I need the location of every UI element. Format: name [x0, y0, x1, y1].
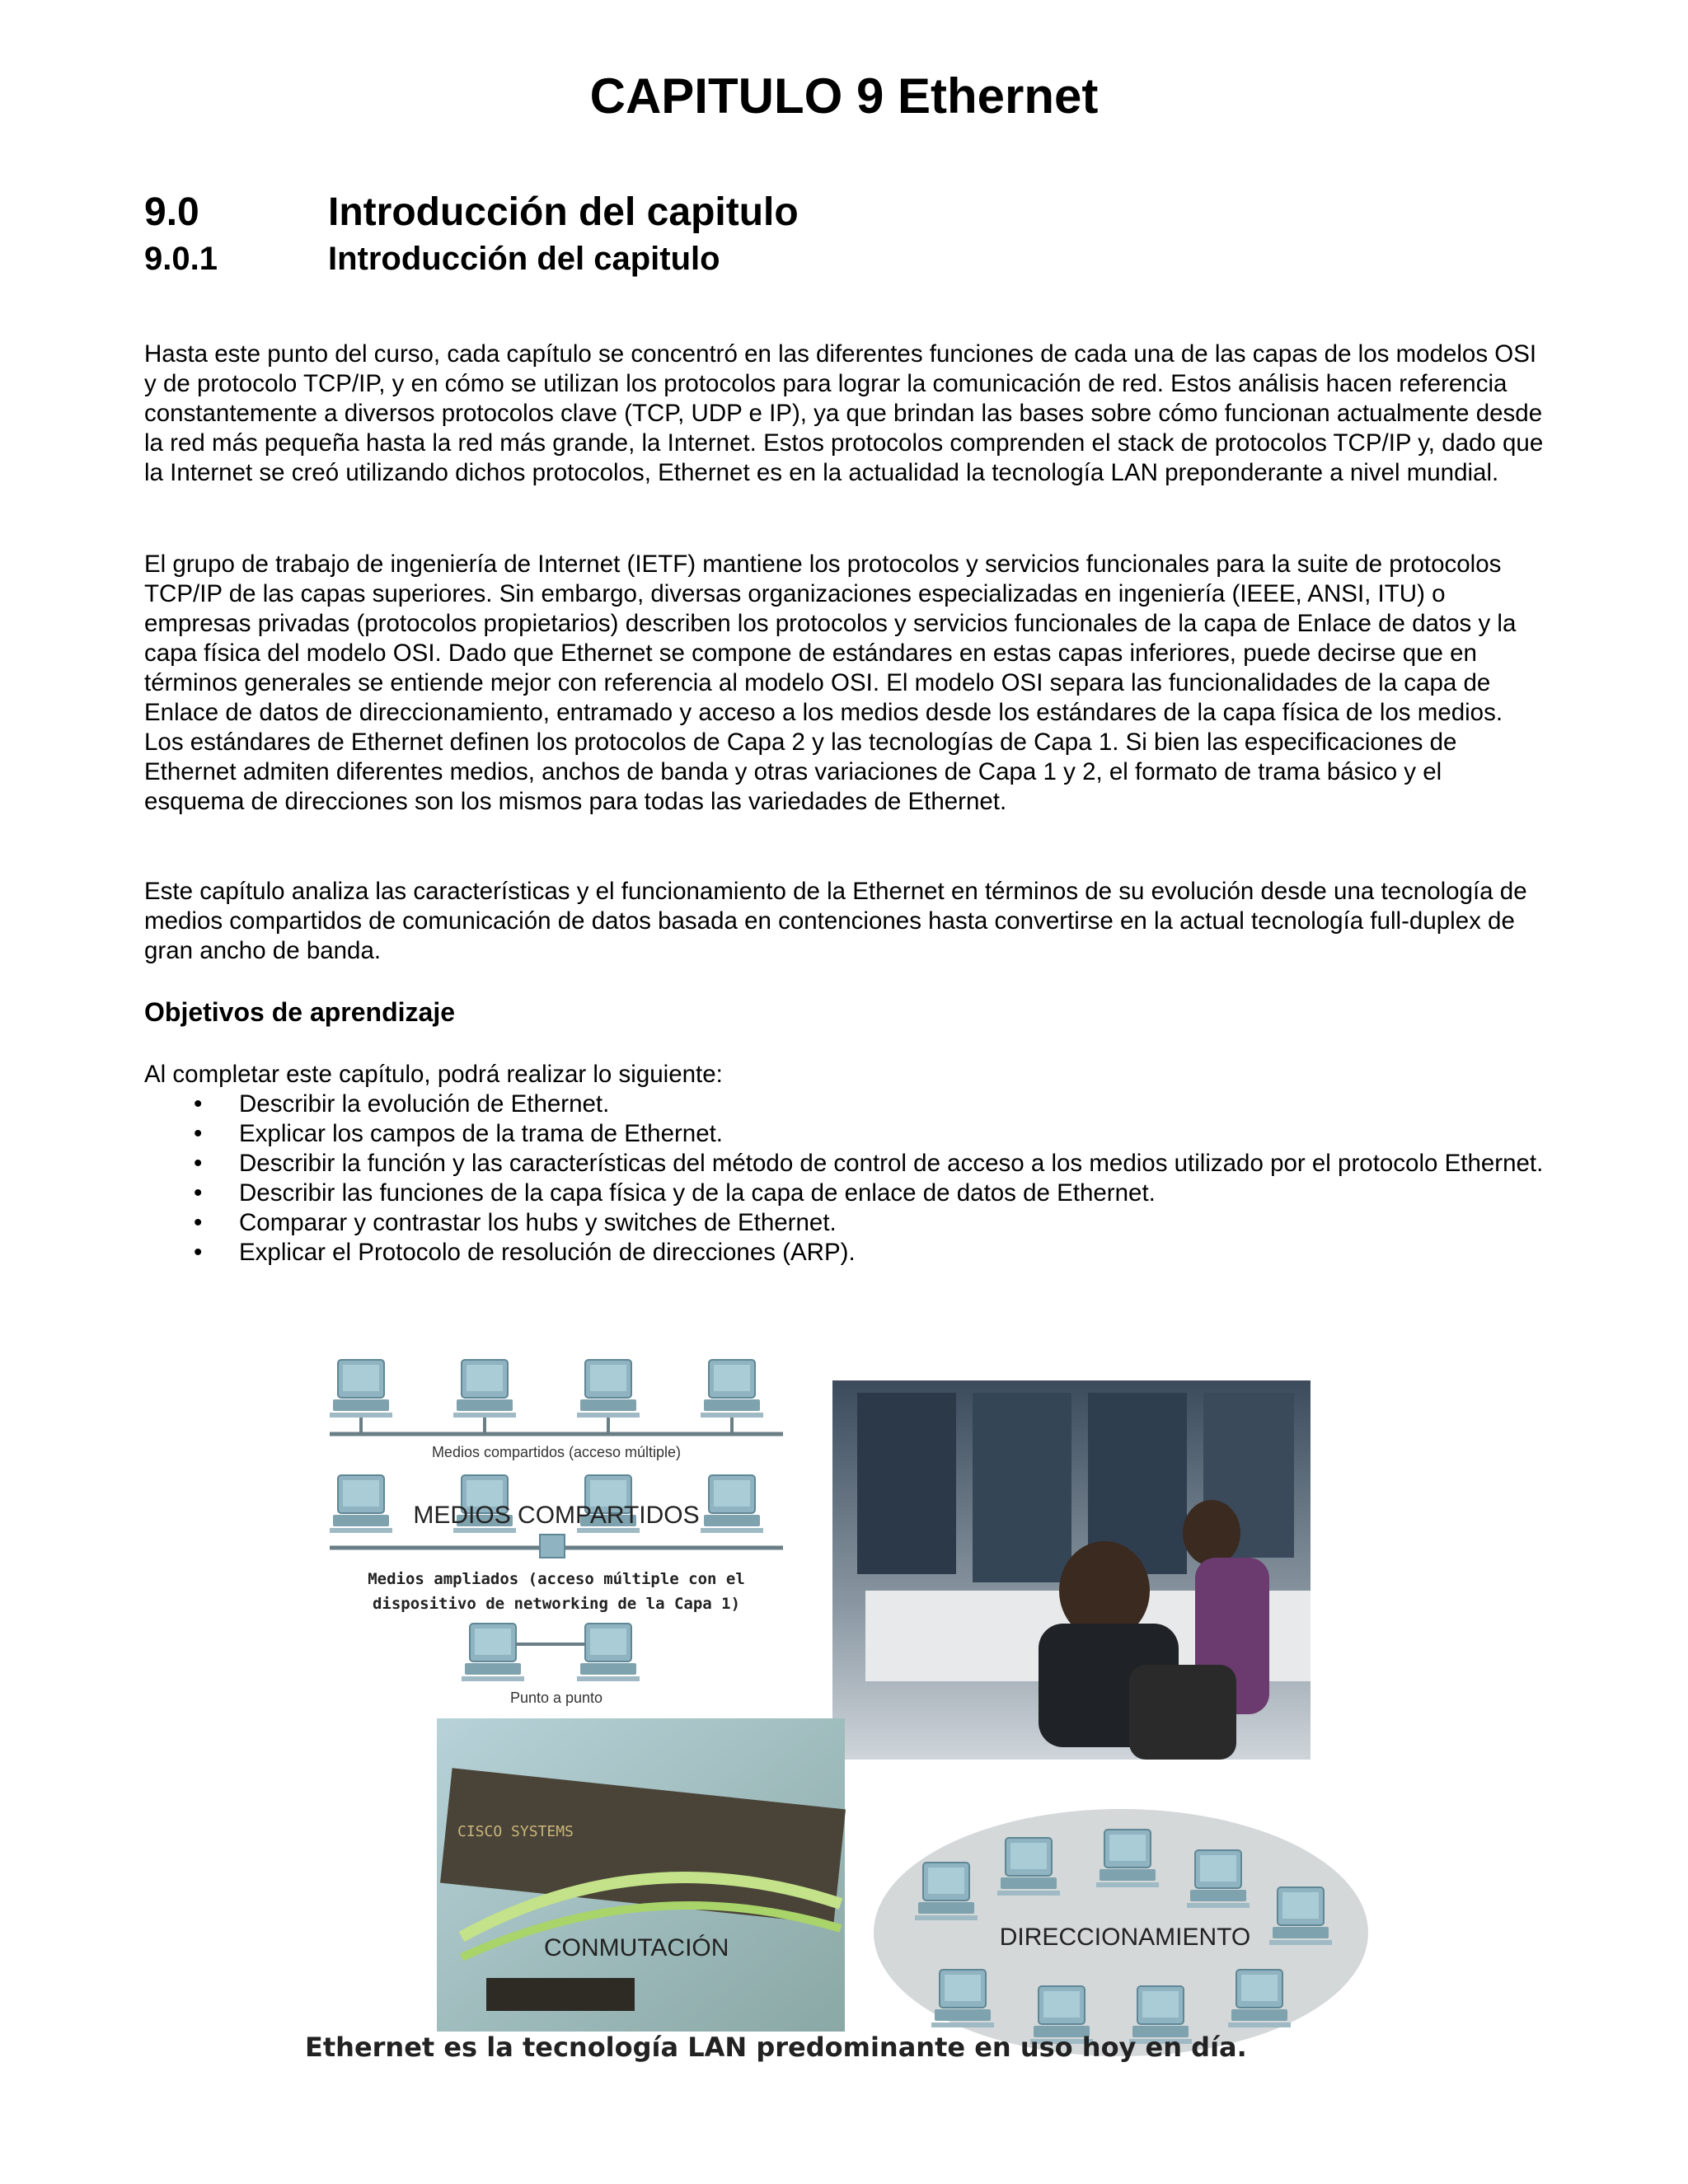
list-item: • Describir las funciones de la capa física y de la capa de enlace de datos de Ethernet.	[194, 1179, 1156, 1207]
bullet-icon: •	[194, 1179, 203, 1207]
paragraph: Hasta este punto del curso, cada capítulo se concentró en las diferentes funciones de cada una de las capas de los modelos OSI y de protocolo TCP/IP, y en cómo se utilizan los protocolos para lograr la comunicación de red. Estos análisis hacen referencia constantemente a diversos protocolos clave (TCP, UDP e IP), ya que brindan las bases sobre cómo funcionan actualmente desde la red más pequeña hasta la red más grande, la Internet. Estos protocolos comprenden el stack de protocolos TCP/IP y, dado que la Internet se creó utilizando dichos protocolos, Ethernet es en la actualidad la tecnología LAN preponderante a nivel mundial.	[144, 340, 1544, 486]
objectives-heading: Objetivos de aprendizaje	[144, 997, 455, 1027]
bullet-icon: •	[194, 1150, 203, 1177]
shared-media-title: MEDIOS COMPARTIDOS	[413, 1502, 700, 1529]
subsection-number: 9.0.1	[144, 241, 218, 277]
list-item: • Explicar los campos de la trama de Ethernet.	[194, 1120, 724, 1147]
list-item: • Describir la evolución de Ethernet.	[194, 1090, 610, 1118]
paragraph: Este capítulo analiza las características y el funcionamiento de la Ethernet en términos de su evolución desde una tecnología de medios compartidos de comunicación de datos basada en contenciones hasta convertirse en la actual tecnología full-duplex de gran ancho de banda.	[144, 878, 1527, 964]
point-to-point-label: Punto a punto	[509, 1690, 603, 1706]
figure-caption: Ethernet es la tecnología LAN predominante en uso hoy en día.	[305, 2032, 1247, 2063]
section-title: Introducción del capitulo	[328, 190, 799, 234]
paragraph: El grupo de trabajo de ingeniería de Internet (IETF) mantiene los protocolos y servicios funcionales para la suite de protocolos TCP/IP de las capas superiores. Sin embargo, diversas organizaciones especializadas en ingeniería (IEEE, ANSI, ITU) o empresas privadas (protocolos propietarios) describen los protocolos y servicios funcionales de la capa de Enlace de datos y la capa física del modelo OSI. Dado que Ethernet se compone de estándares en estas capas inferiores, puede decirse que en términos generales se entiende mejor con referencia al modelo OSI. El modelo OSI separa las funcionalidades de la capa de Enlace de datos de direccionamiento, entramado y acceso a los medios desde los estándares de la capa física de los medios. Los estándares de Ethernet definen los protocolos de Capa 2 y las tecnologías de Capa 1. Si bien las especificaciones de Ethernet admiten diferentes medios, anchos de banda y otras variaciones de Capa 1 y 2, el formato de trama básico y el esquema de direcciones son los mismos para todas las variedades de Ethernet.	[144, 551, 1517, 815]
objectives-list	[144, 1090, 1545, 1268]
section-heading	[144, 190, 799, 235]
bullet-icon: •	[194, 1090, 203, 1118]
office-photo	[832, 1380, 1311, 1760]
page-title: CAPITULO 9 Ethernet	[589, 68, 1099, 124]
extended-media-line1: Medios ampliados (acceso múltiple con el	[368, 1570, 745, 1588]
list-item: • Comparar y contrastar los hubs y switches de Ethernet.	[194, 1209, 837, 1236]
bullet-icon: •	[194, 1209, 203, 1236]
section-number: 9.0	[144, 190, 199, 234]
switching-label: CONMUTACIÓN	[544, 1934, 729, 1961]
subsection-title: Introducción del capitulo	[328, 241, 720, 277]
ethernet-figure	[297, 1343, 1385, 2069]
extended-media-line2: dispositivo de networking de la Capa 1)	[372, 1595, 741, 1613]
addressing-diagram	[874, 1809, 1368, 2056]
addressing-label: DIRECCIONAMIENTO	[999, 1924, 1251, 1951]
bullet-icon: •	[194, 1239, 203, 1266]
cisco-brand-label: CISCO SYSTEMS	[457, 1823, 574, 1840]
list-item: • Describir la función y las características del método de control de acceso a los medios utilizado por el protocolo Ethernet.	[194, 1150, 1544, 1177]
shared-media-label: Medios compartidos (acceso múltiple)	[431, 1444, 682, 1460]
list-item: • Explicar el Protocolo de resolución de direcciones (ARP).	[194, 1239, 856, 1266]
shared-media-diagram	[330, 1360, 783, 1706]
objectives-intro: Al completar este capítulo, podrá realizar lo siguiente:	[144, 1061, 723, 1088]
bullet-icon: •	[194, 1120, 203, 1147]
subsection-heading	[144, 241, 720, 278]
switch-photo	[437, 1718, 846, 2032]
